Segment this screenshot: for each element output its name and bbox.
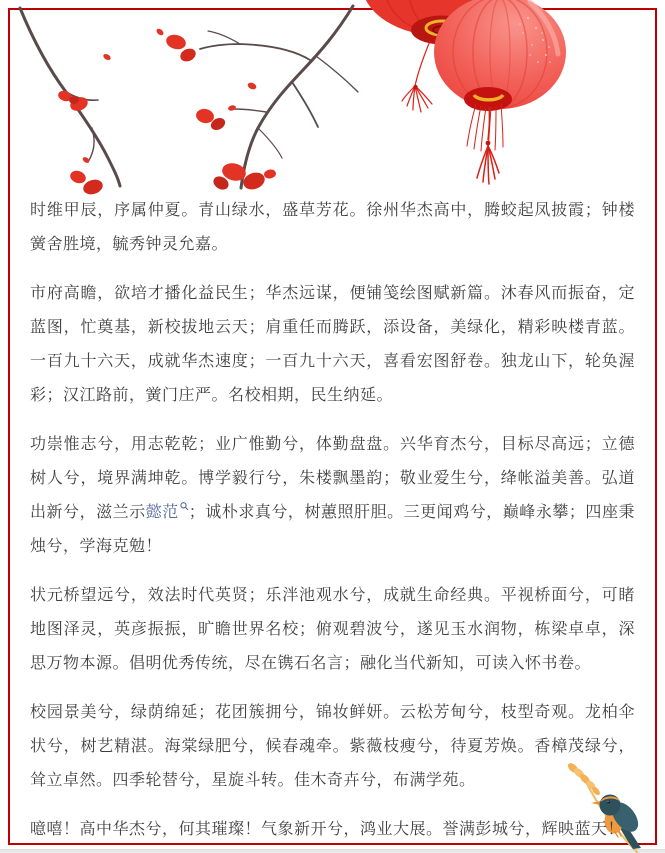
paragraph-5: 校园景美兮，绿荫绵延；花团簇拥兮，锦妆鲜妍。云松芳甸兮，枝型奇观。龙柏伞状兮，树艺精湛。海棠绿肥兮，候春魂牵。紫薇枝瘦兮，待夏芳焕。香樟茂绿兮，耸立卓然。四季轮替兮，星旋斗转。佳木奇卉兮，布满学苑。 [30,704,635,789]
red-lanterns-illustration [360,0,580,195]
search-icon [180,501,189,511]
entity-link-yifan[interactable] [146,504,189,521]
plum-blossom-branch-illustration [8,0,378,215]
paragraph-3-text-before: 功崇惟志兮，用志乾乾；业广惟勤兮，体勤盘盘。兴华育杰兮，目标尽高远；立德树人兮，境界满坤乾。博学毅行兮，朱楼飘墨韵；敬业爱生兮，绛帐溢美善。弘道出新兮，滋兰示 [30,436,635,521]
paragraph-3 [30,428,635,564]
paragraph-4: 状元桥望远兮，效法时代英贤；乐泮池观水兮，成就生命经典。平视桥面兮，可睹地图泽灵，英彦振振，旷瞻世界名校；俯观碧波兮，遂见玉水润物，栋梁卓卓，深思万物本源。倡明优秀传统，尽在镌石名言；融化当代新知，可读入怀书卷。 [30,587,635,672]
essay-body [30,194,635,853]
paragraph-6: 噫嘻！高中华杰兮，何其璀璨！气象新开兮，鸿业大展。誉满彭城兮，辉映蓝天！ [30,821,625,838]
paragraph-2: 市府高瞻，欲培才播化益民生；华杰远谋，便铺笺绘图赋新篇。沐春风而振奋，定蓝图，忙奠基，新校拔地云天；肩重任而腾跃，添设备，美绿化，精彩映楼青蓝。一百九十六天，成就华杰速度；一百九十六天，喜看宏图舒卷。独龙山下，轮奂渥彩；汉江路前，黉门庄严。名校相期，民生纳延。 [30,285,635,404]
entity-link-label: 懿范 [145,504,179,521]
paragraph-3-text-after: ；诚朴求真兮，树蕙照肝胆。三更闻鸡兮，巅峰永攀；四座秉烛兮，学海克勉！ [30,504,635,555]
paragraph-1: 时维甲辰，序属仲夏。青山绿水，盛草芳花。徐州华杰高中，腾蛟起凤披霞；钟楼黉舍胜境，毓秀钟灵允嘉。 [30,202,635,253]
lantern-front [434,0,566,184]
